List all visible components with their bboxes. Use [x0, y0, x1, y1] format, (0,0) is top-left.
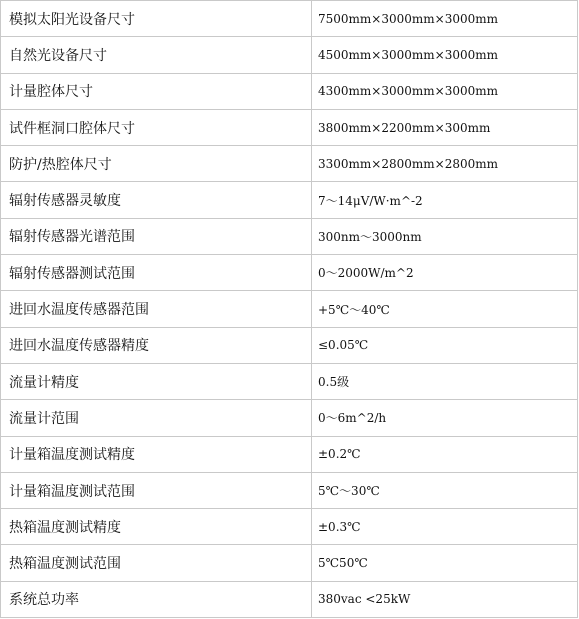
param-name: 热箱温度测试范围 — [1, 545, 312, 581]
table-row — [1, 73, 578, 109]
table-row — [1, 545, 578, 581]
param-value: 3300mm×2800mm×2800mm — [312, 146, 578, 182]
table-row — [1, 472, 578, 508]
table-row — [1, 327, 578, 363]
param-value: 4300mm×3000mm×3000mm — [312, 73, 578, 109]
param-name: 辐射传感器光谱范围 — [1, 218, 312, 254]
param-name: 系统总功率 — [1, 581, 312, 617]
param-value: 380vac <25kW — [312, 581, 578, 617]
param-value: ≤0.05℃ — [312, 327, 578, 363]
table-row — [1, 146, 578, 182]
table-row — [1, 436, 578, 472]
param-value: 5℃～30℃ — [312, 472, 578, 508]
param-value: 3800mm×2200mm×300mm — [312, 109, 578, 145]
table-row — [1, 218, 578, 254]
param-value: 7～14μV/W·m^-2 — [312, 182, 578, 218]
param-name: 试件框洞口腔体尺寸 — [1, 109, 312, 145]
table-row — [1, 291, 578, 327]
table-row — [1, 37, 578, 73]
table-row — [1, 363, 578, 399]
param-name: 自然光设备尺寸 — [1, 37, 312, 73]
spec-table-body — [1, 1, 578, 618]
param-name: 流量计精度 — [1, 363, 312, 399]
table-row — [1, 255, 578, 291]
param-value: 0.5级 — [312, 363, 578, 399]
table-row — [1, 182, 578, 218]
param-value: 4500mm×3000mm×3000mm — [312, 37, 578, 73]
param-value: 300nm～3000nm — [312, 218, 578, 254]
param-name: 计量箱温度测试精度 — [1, 436, 312, 472]
table-row — [1, 400, 578, 436]
param-value: 0～2000W/m^2 — [312, 255, 578, 291]
param-value: +5℃～40℃ — [312, 291, 578, 327]
param-name: 计量箱温度测试范围 — [1, 472, 312, 508]
table-row — [1, 581, 578, 617]
param-value: 0～6m^2/h — [312, 400, 578, 436]
param-value: ±0.3℃ — [312, 509, 578, 545]
param-name: 热箱温度测试精度 — [1, 509, 312, 545]
table-row — [1, 509, 578, 545]
param-value: 7500mm×3000mm×3000mm — [312, 1, 578, 37]
param-name: 进回水温度传感器范围 — [1, 291, 312, 327]
param-name: 计量腔体尺寸 — [1, 73, 312, 109]
param-name: 防护/热腔体尺寸 — [1, 146, 312, 182]
param-name: 模拟太阳光设备尺寸 — [1, 1, 312, 37]
param-value: ±0.2℃ — [312, 436, 578, 472]
table-row — [1, 1, 578, 37]
param-name: 辐射传感器灵敏度 — [1, 182, 312, 218]
table-row — [1, 109, 578, 145]
param-name: 流量计范围 — [1, 400, 312, 436]
param-value: 5℃50℃ — [312, 545, 578, 581]
param-name: 进回水温度传感器精度 — [1, 327, 312, 363]
param-name: 辐射传感器测试范围 — [1, 255, 312, 291]
